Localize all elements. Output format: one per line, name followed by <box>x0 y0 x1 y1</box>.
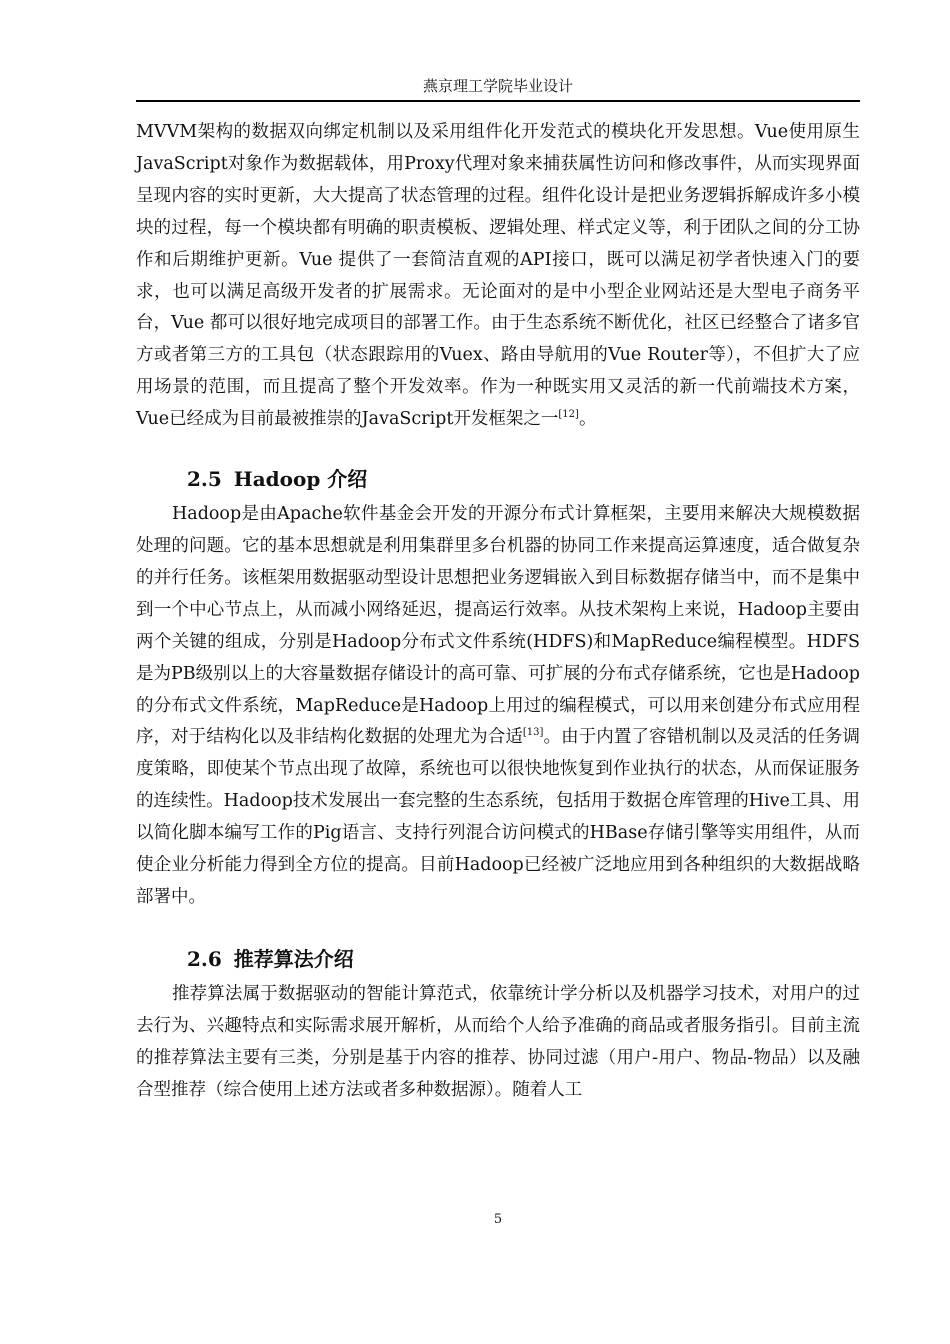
section-heading-recommendation <box>136 944 860 974</box>
section-title: 推荐算法介绍 <box>233 946 354 971</box>
citation-13: [13] <box>522 727 544 739</box>
page-body <box>136 117 860 1106</box>
paragraph-recommendation: 推荐算法属于数据驱动的智能计算范式，依靠统计学分析以及机器学习技术，对用户的过去行为、兴趣特点和实际需求展开解析，从而给个人给予准确的商品或者服务指引。目前主流的推荐算法主要有三类，分别是基于内容的推荐、协同过滤（用户-用户、物品-物品）以及融合型推荐（综合使用上述方法或者多种数据源）。随着人工 <box>136 983 860 1100</box>
paragraph-vue-continued <box>136 117 860 436</box>
section-title: Hadoop 介绍 <box>233 467 368 492</box>
paragraph-text: MVVM架构的数据双向绑定机制以及采用组件化开发范式的模块化开发思想。Vue使用原生JavaScript对象作为数据载体，用Proxy代理对象来捕获属性访问和修改事件，从而实现界面呈现内容的实时更新，大大提高了状态管理的过程。组件化设计是把业务逻辑拆解成许多小模块的过程，每一个模块都有明确的职责模板、逻辑处理、样式定义等，利于团队之间的分工协作和后期维护更新。Vue 提供了一套简洁直观的API接口，既可以满足初学者快速入门的要求，也可以满足高级开发者的扩展需求。无论面对的是中小型企业网站还是大型电子商务平台，Vue 都可以很好地完成项目的部署工作。由于生态系统不断优化，社区已经整合了诸多官方或者第三方的工具包（状态跟踪用的Vuex、路由导航用的Vue Router等），不但扩大了应用场景的范围，而且提高了整个开发效率。作为一种既实用又灵活的新一代前端技术方案，Vue已经成为目前最被推崇的JavaScript开发框架之一 <box>136 122 860 430</box>
running-header: 燕京理工学院毕业设计 <box>422 77 573 95</box>
paragraph-text: 。由于内置了容错机制以及灵活的任务调度策略，即使某个节点出现了故障，系统也可以很快地恢复到作业执行的状态，从而保证服务的连续性。Hadoop技术发展出一套完整的生态系统，包括用于数据仓库管理的Hive工具、用以简化脚本编写工作的Pig语言、支持行列混合访问模式的HBase存储引擎等实用组件，从而使企业分析能力得到全方位的提高。目前Hadoop已经被广泛地应用到各种组织的大数据战略部署中。 <box>136 727 860 907</box>
paragraph-hadoop <box>136 499 860 914</box>
paragraph-end: 。 <box>578 409 597 430</box>
section-heading-hadoop <box>136 464 860 494</box>
section-number: 2.6 <box>187 946 222 971</box>
page-number: 5 <box>493 1212 503 1227</box>
citation-12: [12] <box>558 409 579 421</box>
header-rule <box>136 100 860 102</box>
section-number: 2.5 <box>187 467 222 492</box>
paragraph-text: Hadoop是由Apache软件基金会开发的开源分布式计算框架，主要用来解决大规模数据处理的问题。它的基本思想就是利用集群里多台机器的协同工作来提高运算速度，适合做复杂的并行任务。该框架用数据驱动型设计思想把业务逻辑嵌入到目标数据存储当中，而不是集中到一个中心节点上，从而减小网络延迟，提高运行效率。从技术架构上来说，Hadoop主要由两个关键的组成，分别是Hadoop分布式文件系统(HDFS)和MapReduce编程模型。HDFS是为PB级别以上的大容量数据存储设计的高可靠、可扩展的分布式存储系统，它也是Hadoop的分布式文件系统，MapReduce是Hadoop上用过的编程模式，可以用来创建分布式应用程序，对于结构化以及非结构化数据的处理尤为合适 <box>136 504 860 748</box>
